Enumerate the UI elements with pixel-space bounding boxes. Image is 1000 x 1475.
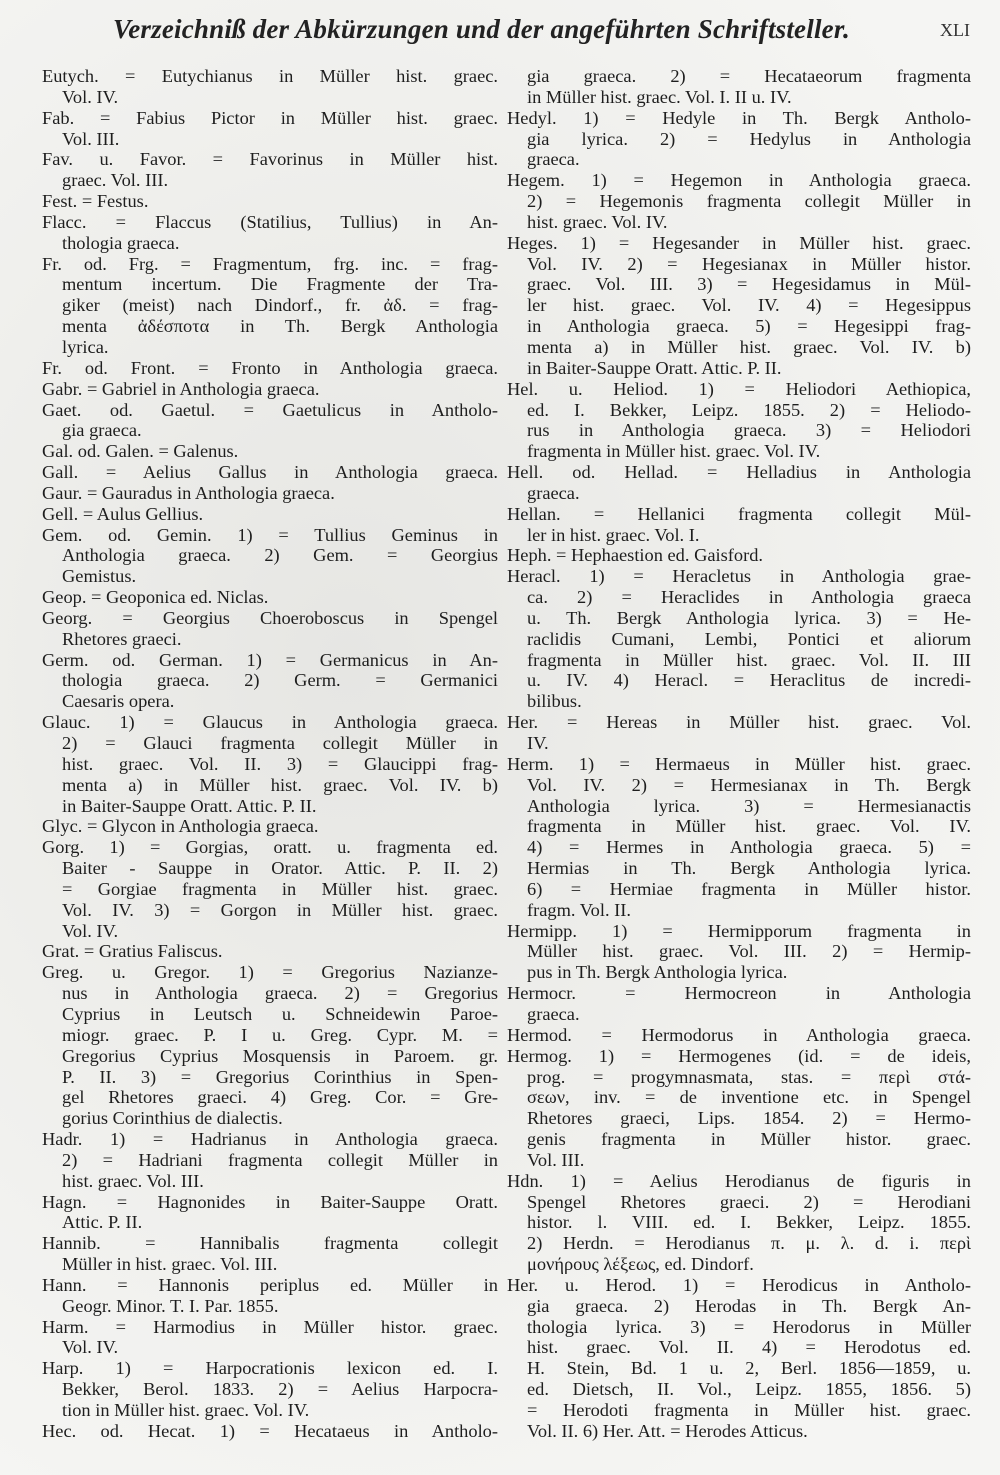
entry-continuation-line: graec. Vol. III. [62,170,169,191]
entry-continuation-line: mentum incertum. Die Fragmente der Tra- [62,274,498,295]
page-title: Verzeichniß der Abkürzungen und der angeführten Schriftsteller. [113,14,850,44]
entry-line: Harp. 1) = Harpocrationis lexicon ed. I. [42,1358,498,1379]
entry-continuation-line: fragmenta in Müller hist. graec. Vol. IV. [527,816,971,837]
entry-continuation-line: giker (meist) nach Dindorf., fr. ἀδ. = frag- [62,295,498,316]
entry-line: Hann. = Hannonis periplus ed. Müller in [42,1274,498,1295]
entry-line: Germ. od. German. 1) = Germanicus in An- [42,649,498,670]
entry-continuation-line: Hermias in Th. Bergk Anthologia lyrica. [527,858,971,879]
entry-line: Hermocr. = Hermocreon in Anthologia [507,983,971,1004]
entry-continuation-line: Vol. IV. 2) = Hermesianax in Th. Bergk [527,774,971,795]
entry-line: Flacc. = Flaccus (Statilius, Tullius) in An- [42,211,498,232]
entry-continuation-line: raclidis Cumani, Lembi, Pontici et aliorum [527,628,971,649]
entry-continuation-line: 2) = Hadriani fragmenta collegit Müller in [62,1149,498,1170]
entry-continuation-line: 2) Herdn. = Herodianus π. μ. λ. d. i. περὶ [527,1233,971,1254]
entry-continuation-line: lyrica. [62,336,109,357]
entry-continuation-line: ed. Dietsch, II. Vol., Leipz. 1855, 1856. 5) [527,1379,971,1400]
entry-continuation-line: Vol. IV. [62,920,119,941]
entry-line: Hermog. 1) = Hermogenes (id. = de ideis, [507,1045,971,1066]
entry-continuation-line: rus in Anthologia graeca. 3) = Heliodori [527,420,971,441]
entry-line: Georg. = Georgius Choeroboscus in Spengel [42,607,498,628]
entry-line: Hel. u. Heliod. 1) = Heliodori Aethiopica, [507,378,971,399]
page-number: XLI [940,20,970,40]
entry-line: Hagn. = Hagnonides in Baiter-Sauppe Oratt. [42,1191,498,1212]
entry-continuation-line: in Anthologia graeca. 5) = Hegesippi frag- [527,316,971,337]
entry-line: Hell. od. Hellad. = Helladius in Anthologia [507,462,971,483]
entry-line: Hermipp. 1) = Hermipporum fragmenta in [507,920,971,941]
entry-line: Herm. 1) = Hermaeus in Müller hist. graec. [507,753,971,774]
entry-continuation-line: Vol. III. [527,1149,585,1170]
entry-continuation-line: Bekker, Berol. 1833. 2) = Aelius Harpocra- [62,1379,498,1400]
entry-line: Gorg. 1) = Gorgias, oratt. u. fragmenta ed. [42,837,498,858]
entry-continuation-line: Rhetores graeci, Lips. 1854. 2) = Hermo- [527,1108,971,1129]
entry-line: Hegem. 1) = Hegemon in Anthologia graeca. [507,170,971,191]
entry-line: Hermod. = Hermodorus in Anthologia graeca. [507,1024,971,1045]
entry-continuation-line: ca. 2) = Heraclides in Anthologia graeca [527,587,971,608]
entry-continuation-line: graeca. [527,1003,580,1024]
entry-continuation-line: graeca. [527,482,580,503]
entry-continuation-line: gia graeca. [62,420,142,441]
entry-continuation-line: in Baiter-Sauppe Oratt. Attic. P. II. [527,357,782,378]
entry-continuation-line: ed. I. Bekker, Leipz. 1855. 2) = Heliodo- [527,399,971,420]
entry-continuation-line: bilibus. [527,691,582,712]
entry-line: Hadr. 1) = Hadrianus in Anthologia graeca. [42,1129,498,1150]
entry-continuation-line: in Müller hist. graec. Vol. I. II u. IV. [527,86,792,107]
entry-continuation-line: graeca. [527,149,580,170]
entry-continuation-line: 2) = Hegemonis fragmenta collegit Müller in [527,191,971,212]
entry-continuation-line: Attic. P. II. [62,1212,143,1233]
entry-line: Her. u. Herod. 1) = Herodicus in Antholo- [507,1274,971,1295]
entry-continuation-line: Müller in hist. graec. Vol. III. [62,1254,278,1275]
right-column [507,66,971,1442]
entry-continuation-line: H. Stein, Bd. 1 u. 2, Berl. 1856—1859, u. [527,1358,971,1379]
entry-continuation-line: 4) = Hermes in Anthologia graeca. 5) = [527,837,971,858]
entry-line: Harm. = Harmodius in Müller histor. graec. [42,1316,498,1337]
entry-continuation-line: graec. Vol. III. 3) = Hegesidamus in Mül- [527,274,971,295]
entry-continuation-line: 6) = Hermiae fragmenta in Müller histor. [527,878,971,899]
entry-line: Hedyl. 1) = Hedyle in Th. Bergk Antholo- [507,107,971,128]
entry-continuation-line: menta a) in Müller hist. graec. Vol. IV. b) [527,336,971,357]
entry-continuation-line: gia graeca. 2) Herodas in Th. Bergk An- [527,1295,971,1316]
entry-continuation-line: ler hist. graec. Vol. IV. 4) = Hegesippus [527,295,971,316]
entry-line: Gaet. od. Gaetul. = Gaetulicus in Antholo- [42,399,498,420]
entry-continuation-line: hist. graec. Vol. II. 4) = Herodotus ed. [527,1337,971,1358]
entry-line: Fr. od. Front. = Fronto in Anthologia graeca. [42,357,498,378]
entry-continuation-line: u. IV. 4) Heracl. = Heraclitus de incredi- [527,670,971,691]
entry-continuation-line: Anthologia lyrica. 3) = Hermesianactis [527,795,971,816]
entry-line: Her. = Hereas in Müller hist. graec. Vol. [507,712,971,733]
entry-line: Hannib. = Hannibalis fragmenta collegit [42,1233,498,1254]
entry-line: Fav. u. Favor. = Favorinus in Müller hist. [42,149,498,170]
entry-line: Gabr. = Gabriel in Anthologia graeca. [42,378,320,399]
entry-line: Fest. = Festus. [42,191,149,212]
entry-continuation-line: fragmenta in Müller hist. graec. Vol. II. III [527,649,971,670]
entry-continuation-line: Caesaris opera. [62,691,175,712]
entry-continuation-line: thologia lyrica. 3) = Herodorus in Müller [527,1316,971,1337]
entry-line: Greg. u. Gregor. 1) = Gregorius Nazianze- [42,962,498,983]
entry-continuation-line: fragmenta in Müller hist. graec. Vol. IV. [527,441,821,462]
entry-line: Gell. = Aulus Gellius. [42,503,204,524]
entry-continuation-line: fragm. Vol. II. [527,899,632,920]
entry-continuation-line: pus in Th. Bergk Anthologia lyrica. [527,962,788,983]
entry-continuation-line: prog. = progymnasmata, stas. = περὶ στά- [527,1066,971,1087]
entry-continuation-line: Baiter - Sauppe in Orator. Attic. P. II. 2) [62,858,498,879]
entry-continuation-line: Vol. IV. 2) = Hegesianax in Müller histor. [527,253,971,274]
entry-continuation-line: genis fragmenta in Müller histor. graec. [527,1129,971,1150]
entry-continuation-line: Rhetores graeci. [62,628,182,649]
entry-continuation-line: gorius Corinthius de dialectis. [62,1108,283,1129]
entry-line: Gall. = Aelius Gallus in Anthologia graeca. [42,462,498,483]
entry-line: Geop. = Geoponica ed. Niclas. [42,587,269,608]
entry-continuation-line: hist. graec. Vol. IV. [527,211,668,232]
entry-continuation-line: tion in Müller hist. graec. Vol. IV. [62,1400,310,1420]
entry-continuation-line: σεων, inv. = de inventione etc. in Spengel [527,1087,971,1108]
left-column [42,66,498,1442]
entry-line: Grat. = Gratius Faliscus. [42,941,223,962]
entry-continuation-line: nus in Anthologia graeca. 2) = Gregorius [62,983,498,1004]
entry-continuation-line: menta a) in Müller hist. graec. Vol. IV. b) [62,774,498,795]
entry-continuation-line: in Baiter-Sauppe Oratt. Attic. P. II. [62,795,317,816]
entry-continuation-line: Geogr. Minor. T. I. Par. 1855. [62,1295,279,1316]
entry-line: Glauc. 1) = Glaucus in Anthologia graeca. [42,712,498,733]
entry-continuation-line: menta ἀδέσποτα in Th. Bergk Anthologia [62,316,498,337]
entry-continuation-line: Vol. III. [62,128,120,149]
entry-continuation-line: gia graeca. 2) = Hecataeorum fragmenta [527,66,971,86]
entry-continuation-line: ler in hist. graec. Vol. I. [527,524,700,545]
entry-continuation-line: P. II. 3) = Gregorius Corinthius in Spen- [62,1066,498,1087]
entry-line: Gal. od. Galen. = Galenus. [42,441,239,462]
entry-continuation-line: thologia graeca. 2) Germ. = Germanici [62,670,498,691]
entry-continuation-line: Spengel Rhetores graeci. 2) = Herodiani [527,1191,971,1212]
entry-line: Heph. = Hephaestion ed. Gaisford. [507,545,764,566]
entry-continuation-line: 2) = Glauci fragmenta collegit Müller in [62,733,498,753]
entry-continuation-line: hist. graec. Vol. II. 3) = Glaucippi frag- [62,753,498,774]
entry-continuation-line: IV. [527,733,549,753]
entry-continuation-line: Anthologia graeca. 2) Gem. = Georgius [62,545,498,566]
entry-continuation-line: histor. l. VIII. ed. I. Bekker, Leipz. 1855. [527,1212,971,1233]
entry-continuation-line: Vol. II. 6) Her. Att. = Herodes Atticus. [527,1420,808,1441]
entry-line: Gaur. = Gauradus in Anthologia graeca. [42,482,335,503]
entry-continuation-line: μονήρους λέξεως, ed. Dindorf. [527,1254,754,1275]
running-header [0,12,1000,52]
entry-continuation-line: Müller hist. graec. Vol. III. 2) = Hermip- [527,941,971,962]
entry-line: Gem. od. Gemin. 1) = Tullius Geminus in [42,524,498,545]
entry-continuation-line: gia lyrica. 2) = Hedylus in Anthologia [527,128,971,149]
entry-continuation-line: hist. graec. Vol. III. [62,1170,204,1191]
entry-continuation-line: miogr. graec. P. I u. Greg. Cypr. M. = [62,1024,498,1045]
entry-line: Hellan. = Hellanici fragmenta collegit Mül- [507,503,971,524]
entry-continuation-line: = Herodoti fragmenta in Müller hist. graec. [527,1400,971,1420]
entry-continuation-line: Vol. IV. [62,1337,119,1358]
entry-line: Eutych. = Eutychianus in Müller hist. graec. [42,66,498,86]
entry-continuation-line: thologia graeca. [62,232,180,253]
entry-line: Fab. = Fabius Pictor in Müller hist. graec. [42,107,498,128]
entry-continuation-line: Vol. IV. 3) = Gorgon in Müller hist. graec. [62,899,498,920]
entry-line: Heracl. 1) = Heracletus in Anthologia grae- [507,566,971,587]
entry-continuation-line: gel Rhetores graeci. 4) Greg. Cor. = Gre- [62,1087,498,1108]
entry-continuation-line: Vol. IV. [62,86,119,107]
entry-line: Heges. 1) = Hegesander in Müller hist. graec. [507,232,971,253]
entry-line: Hec. od. Hecat. 1) = Hecataeus in Antholo- [42,1420,498,1441]
entry-continuation-line: u. Th. Bergk Anthologia lyrica. 3) = He- [527,607,971,628]
entry-line: Glyc. = Glycon in Anthologia graeca. [42,816,319,837]
entry-continuation-line: Gregorius Cyprius Mosquensis in Paroem. gr. [62,1045,498,1066]
entry-line: Hdn. 1) = Aelius Herodianus de figuris in [507,1170,971,1191]
entry-line: Fr. od. Frg. = Fragmentum, frg. inc. = frag- [42,253,498,274]
entry-continuation-line: Gemistus. [62,566,137,587]
entry-continuation-line: Cyprius in Leutsch u. Schneidewin Paroe- [62,1003,498,1024]
entry-continuation-line: = Gorgiae fragmenta in Müller hist. graec. [62,878,498,899]
